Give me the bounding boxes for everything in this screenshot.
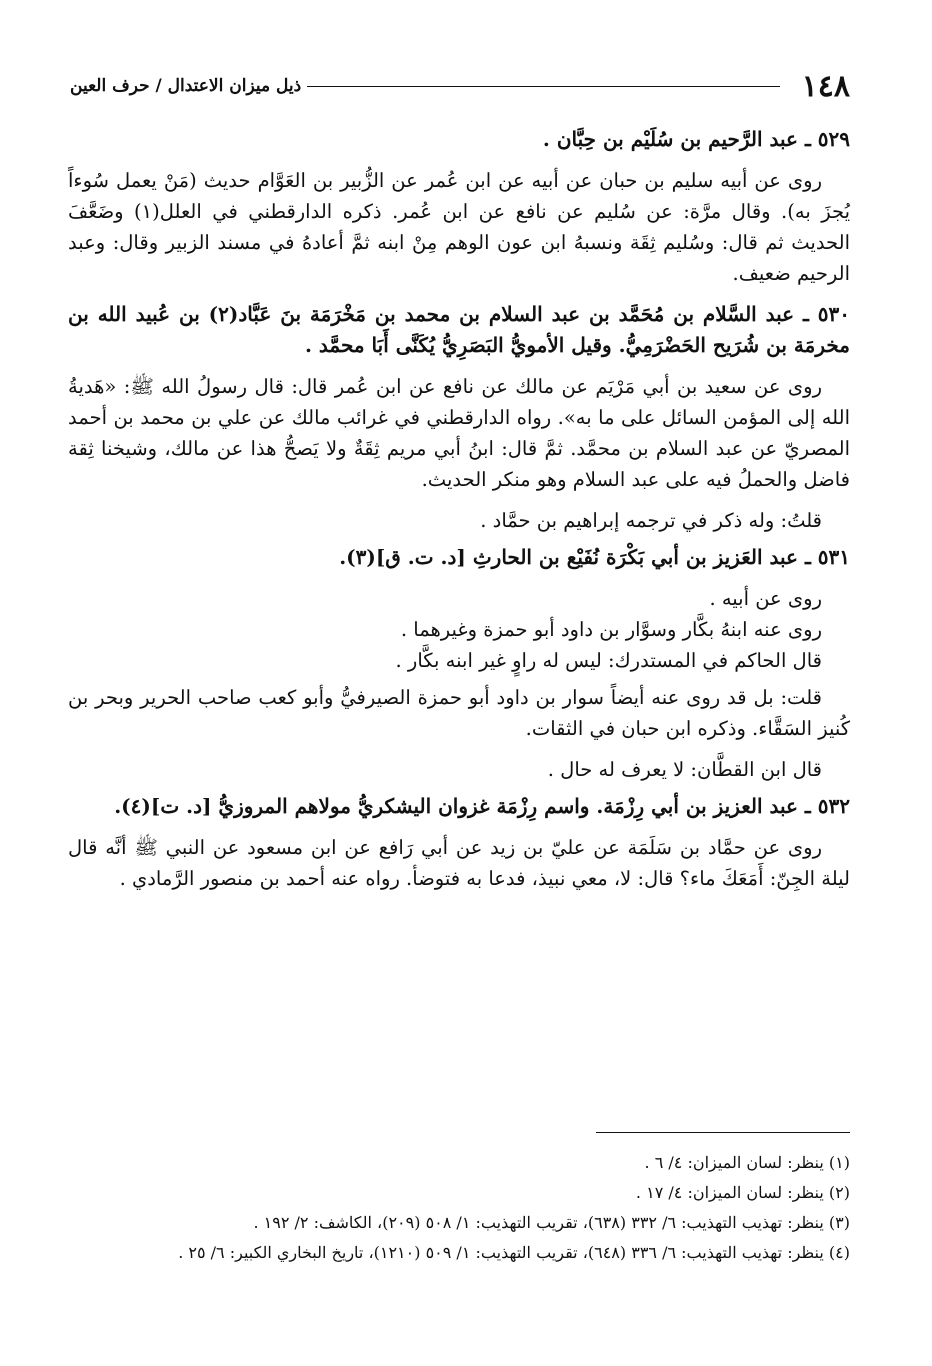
- entry-text: قلت: بل قد روى عنه أيضاً سوار بن داود أبو حمزة الصيرفيُّ وأبو كعب صاحب الحرير وبحر بن كُنيز السَقَّاء. وذكره ابن حبان في الثقات.: [68, 686, 850, 740]
- entry-532: [68, 791, 850, 894]
- page-header: [70, 64, 850, 108]
- main-text: [68, 120, 850, 904]
- entry-note: قلتُ: وله ذكر في ترجمه إبراهيم بن حمَّاد .: [480, 509, 822, 532]
- entry-text: روى عن أبيه سليم بن حبان عن أبيه عن ابن عُمر عن الزُّبير بن العَوَّام حديث (مَنْ يعمل سُوءاً يُجزَ به). وقال مرَّة: عن سُليم عن نافع عن ابن عُمر. ذكره الدارقطني في العلل(١) وضَعَّفَ الحديث ثم قال: وسُليم ثِقَة ونسبهُ ابن عون الوهم مِنْ ابنه ثمَّ أعادهُ في مسند الزبير وقال: وعبد الرحيم ضعيف.: [68, 169, 851, 285]
- footnote-1: (١) ينظر: لسان الميزان: ٤/ ٦ .: [644, 1153, 850, 1172]
- header-rule: [307, 86, 779, 87]
- entry-heading: ٥٢٩ ـ عبد الرَّحيم بن سُلَيْم بن حِبَّان .: [542, 127, 850, 151]
- footnote-3: (٣) ينظر: تهذيب التهذيب: ٦/ ٣٣٢ (٦٣٨)، تقريب التهذيب: ١/ ٥٠٨ (٢٠٩)، الكاشف: ٢/ ١٩٢ .: [253, 1213, 850, 1232]
- entry-note: قال ابن القطَّان: لا يعرف له حال .: [547, 758, 822, 781]
- entry-line: روى عنه ابنهُ بكَّار وسوَّار بن داود أبو حمزة وغيرهما .: [400, 618, 822, 641]
- footnote-2: (٢) ينظر: لسان الميزان: ٤/ ١٧ .: [635, 1183, 850, 1202]
- footnote-separator: [596, 1132, 850, 1133]
- entry-text: روى عن سعيد بن أبي مَرْيَم عن مالك عن نافع عن ابن عُمر قال: قال رسولُ الله ﷺ: «هَديةُ الله إلى المؤمن السائل على ما به». رواه الدارقطني في غرائب مالك عن علي بن محمد بن أحمد المصريّ عن عبد السلام بن محمَّد. ثمَّ قال: ابنُ أبي مريم ثِقَةٌ ولا يَصحُّ هذا عن مالك، وشيخنا ثِقة فاضل والحملُ فيه على عبد السلام وهو منكر الحديث.: [68, 375, 850, 491]
- page-number: ١٤٨: [801, 68, 850, 104]
- entry-line: روى عن أبيه .: [709, 587, 822, 610]
- entry-heading: ٥٣٠ ـ عبد السَّلام بن مُحَمَّد بن عبد السلام بن محمد بن مَخْرَمَة بنَ عَبَّاد(٢) بن عُبيد الله بن مخرمَة بن شُرَيح الحَضْرَمِيُّ. وقيل الأمويُّ البَصَرِيُّ يُكَنَّى أَبَا محمَّد .: [68, 302, 850, 357]
- footnote-4: (٤) ينظر: تهذيب التهذيب: ٦/ ٣٣٦ (٦٤٨)، تقريب التهذيب: ١/ ٥٠٩ (١٢١٠)، تاريخ البخاري الكبير: ٦/ ٢٥ .: [178, 1243, 850, 1262]
- entry-530: [68, 299, 850, 536]
- entry-heading: ٥٣٢ ـ عبد العزيز بن أبي رِزْمَة. واسم رِزْمَة غزوان اليشكريُّ مولاهم المروزيُّ [د. ت](٤).: [114, 794, 850, 818]
- entry-531: [68, 542, 850, 785]
- running-title: ذيل ميزان الاعتدال / حرف العين: [70, 76, 302, 96]
- entry-line: قال الحاكم في المستدرك: ليس له راوٍ غير ابنه بكَّار .: [395, 649, 822, 672]
- entry-heading: ٥٣١ ـ عبد العَزيز بن أبي بَكْرَة نُفَيْع بن الحارثِ [د. ت. ق](٣).: [339, 545, 850, 569]
- entry-529: [68, 124, 850, 289]
- entry-text: روى عن حمَّاد بن سَلَمَة عن عليّ بن زيد عن أبي رَافع عن ابن مسعود عن النبي ﷺ أنَّه قال ليلة الجِنّ: أَمَعَكَ ماء؟ قال: لا، معي نبيذ، فدعا به فتوضأ. رواه عنه أحمد بن منصور الرَّمادي .: [68, 836, 850, 890]
- footnotes: [68, 1148, 850, 1268]
